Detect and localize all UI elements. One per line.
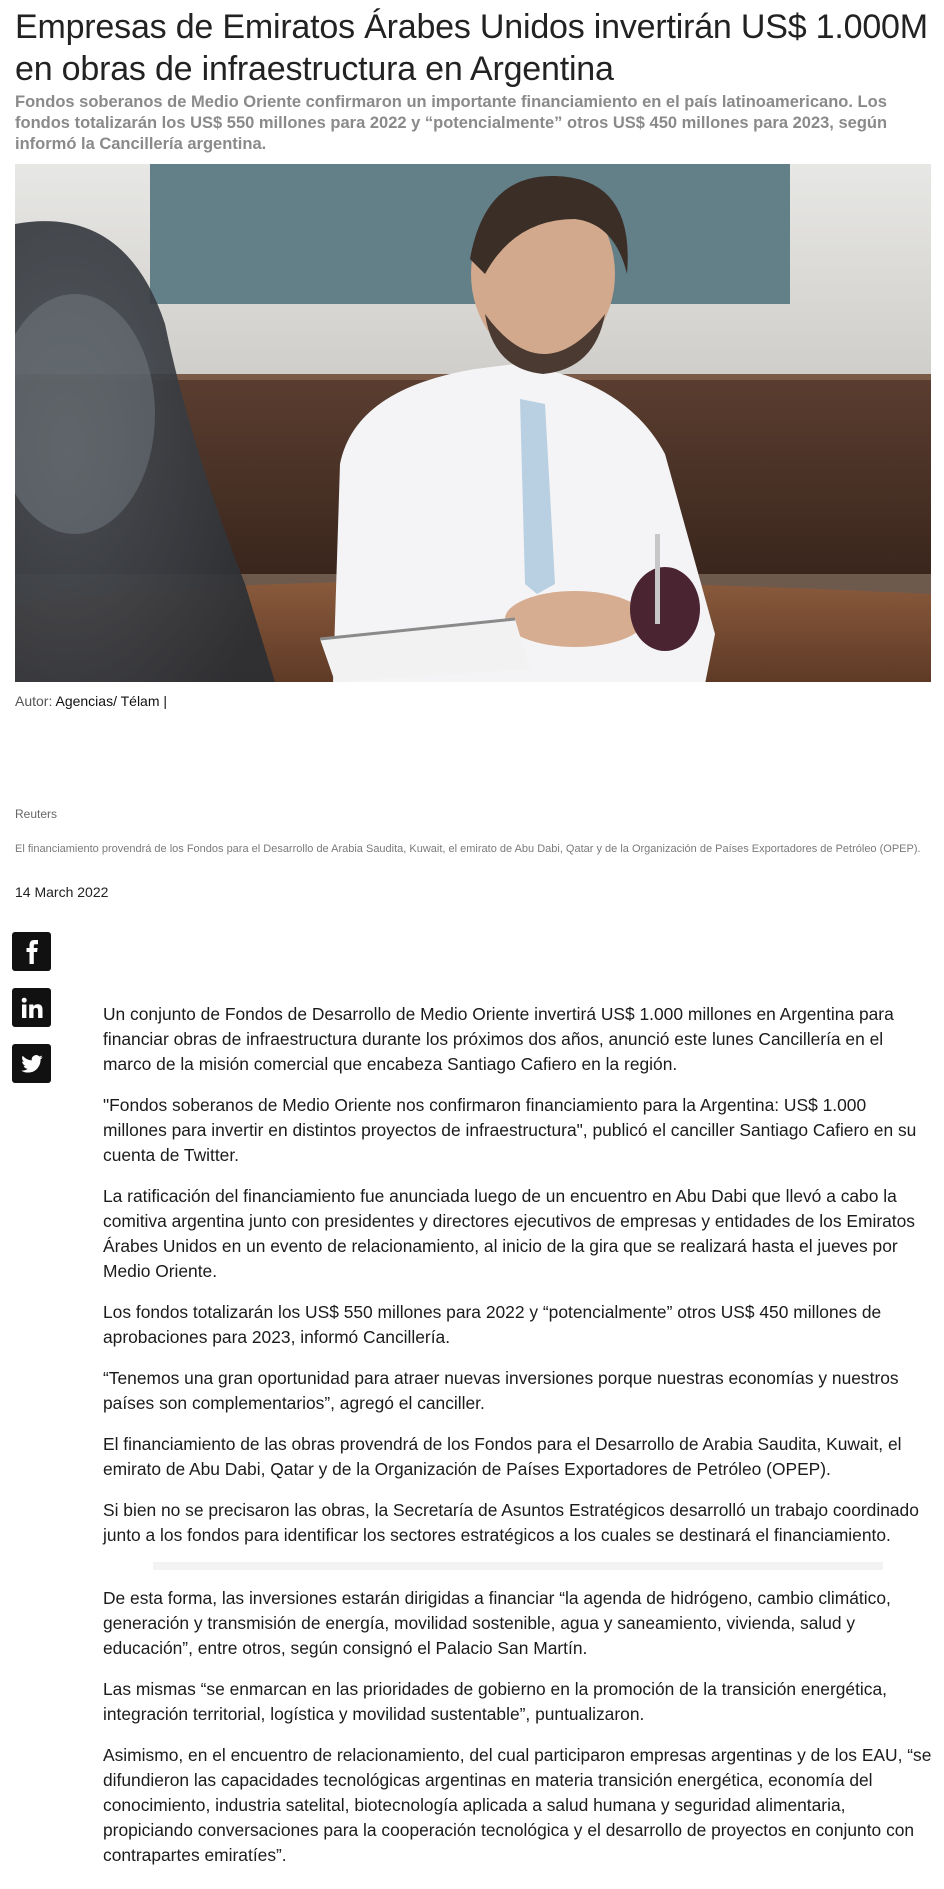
article-author <box>15 692 167 710</box>
image-source: Reuters <box>15 807 58 821</box>
share-linkedin-button[interactable] <box>12 988 51 1027</box>
ad-placeholder <box>153 1562 883 1570</box>
body-paragraph: Las mismas “se enmarcan en las prioridades de gobierno en la promoción de la transición energética, integración territorial, logística y movilidad sustentable”, puntualizaron. <box>103 1679 887 1724</box>
body-paragraph: Un conjunto de Fondos de Desarrollo de Medio Oriente invertirá US$ 1.000 millones en Argentina para financiar obras de infraestructura durante los próximos dos años, anunció este lunes Cancillería en el marco de la misión comercial que encabeza Santiago Cafiero en la región. <box>103 1004 894 1074</box>
twitter-icon <box>21 1055 43 1073</box>
share-twitter-button[interactable] <box>12 1044 51 1083</box>
article-headline: Empresas de Emiratos Árabes Unidos invertirán US$ 1.000M en obras de infraestructura en Argentina <box>15 8 928 88</box>
body-paragraph: “Tenemos una gran oportunidad para atraer nuevas inversiones porque nuestras economías y nuestros países son complementarios”, agregó el canciller. <box>103 1368 899 1413</box>
article-standfirst: Fondos soberanos de Medio Oriente confirmaron un importante financiamiento en el país latinoamericano. Los fondos totalizarán los US$ 550 millones para 2022 y “potencialmente” otros US$ 450 millones para 2023, según informó la Cancillería argentina. <box>15 93 888 153</box>
body-paragraph: "Fondos soberanos de Medio Oriente nos confirmaron financiamiento para la Argentina: US$ 1.000 millones para invertir en distintos proyectos de infraestructura", publicó el canciller Santiago Cafiero en su cuenta de Twitter. <box>103 1095 917 1165</box>
linkedin-icon <box>21 997 43 1019</box>
author-label: Autor: <box>15 693 53 709</box>
body-paragraph: De esta forma, las inversiones estarán dirigidas a financiar “la agenda de hidrógeno, cambio climático, generación y transmisión de energía, movilidad sostenible, agua y saneamiento, vivienda, salud y educación”, entre otros, según consignó el Palacio San Martín. <box>103 1588 891 1658</box>
body-paragraph: Si bien no se precisaron las obras, la Secretaría de Asuntos Estratégicos desarrolló un trabajo coordinado junto a los fondos para identificar los sectores estratégicos a los cuales se destinará el financiamiento. <box>103 1500 919 1545</box>
body-paragraph: El financiamiento de las obras provendrá de los Fondos para el Desarrollo de Arabia Saudita, Kuwait, el emirato de Abu Dabi, Qatar y de la Organización de Países Exportadores de Petróleo (OPEP). <box>103 1434 902 1479</box>
article-hero-image <box>15 164 931 682</box>
body-paragraph: La ratificación del financiamiento fue anunciada luego de un encuentro en Abu Dabi que llevó a cabo la comitiva argentina junto con presidentes y directores ejecutivos de empresas y entidades de los Emiratos Árabes Unidos en un evento de relacionamiento, al inicio de la gira que se realizará hasta el jueves por Medio Oriente. <box>103 1186 915 1281</box>
image-caption: El financiamiento provendrá de los Fondos para el Desarrollo de Arabia Saudita, Kuwait, el emirato de Abu Dabi, Qatar y de la Organización de Países Exportadores de Petróleo (OPEP). <box>15 843 921 855</box>
body-paragraph: Los fondos totalizarán los US$ 550 millones para 2022 y “potencialmente” otros US$ 450 millones de aprobaciones para 2023, informó Cancillería. <box>103 1302 882 1347</box>
publish-date: 14 March 2022 <box>15 884 109 900</box>
facebook-icon <box>22 940 42 964</box>
author-name: Agencias/ Télam | <box>55 693 168 709</box>
body-paragraph: Asimismo, en el encuentro de relacionamiento, del cual participaron empresas argentinas y de los EAU, “se difundieron las capacidades tecnológicas argentinas en materia transición energética, economía del conocimiento, industria satelital, biotecnología aplicada a salud humana y seguridad alimentaria, propiciando conversaciones para la cooperación tecnológica y el desarrollo de proyectos en conjunto con contrapartes emiratíes”. <box>103 1745 932 1865</box>
share-facebook-button[interactable] <box>12 932 51 971</box>
article-body <box>103 1002 933 1884</box>
